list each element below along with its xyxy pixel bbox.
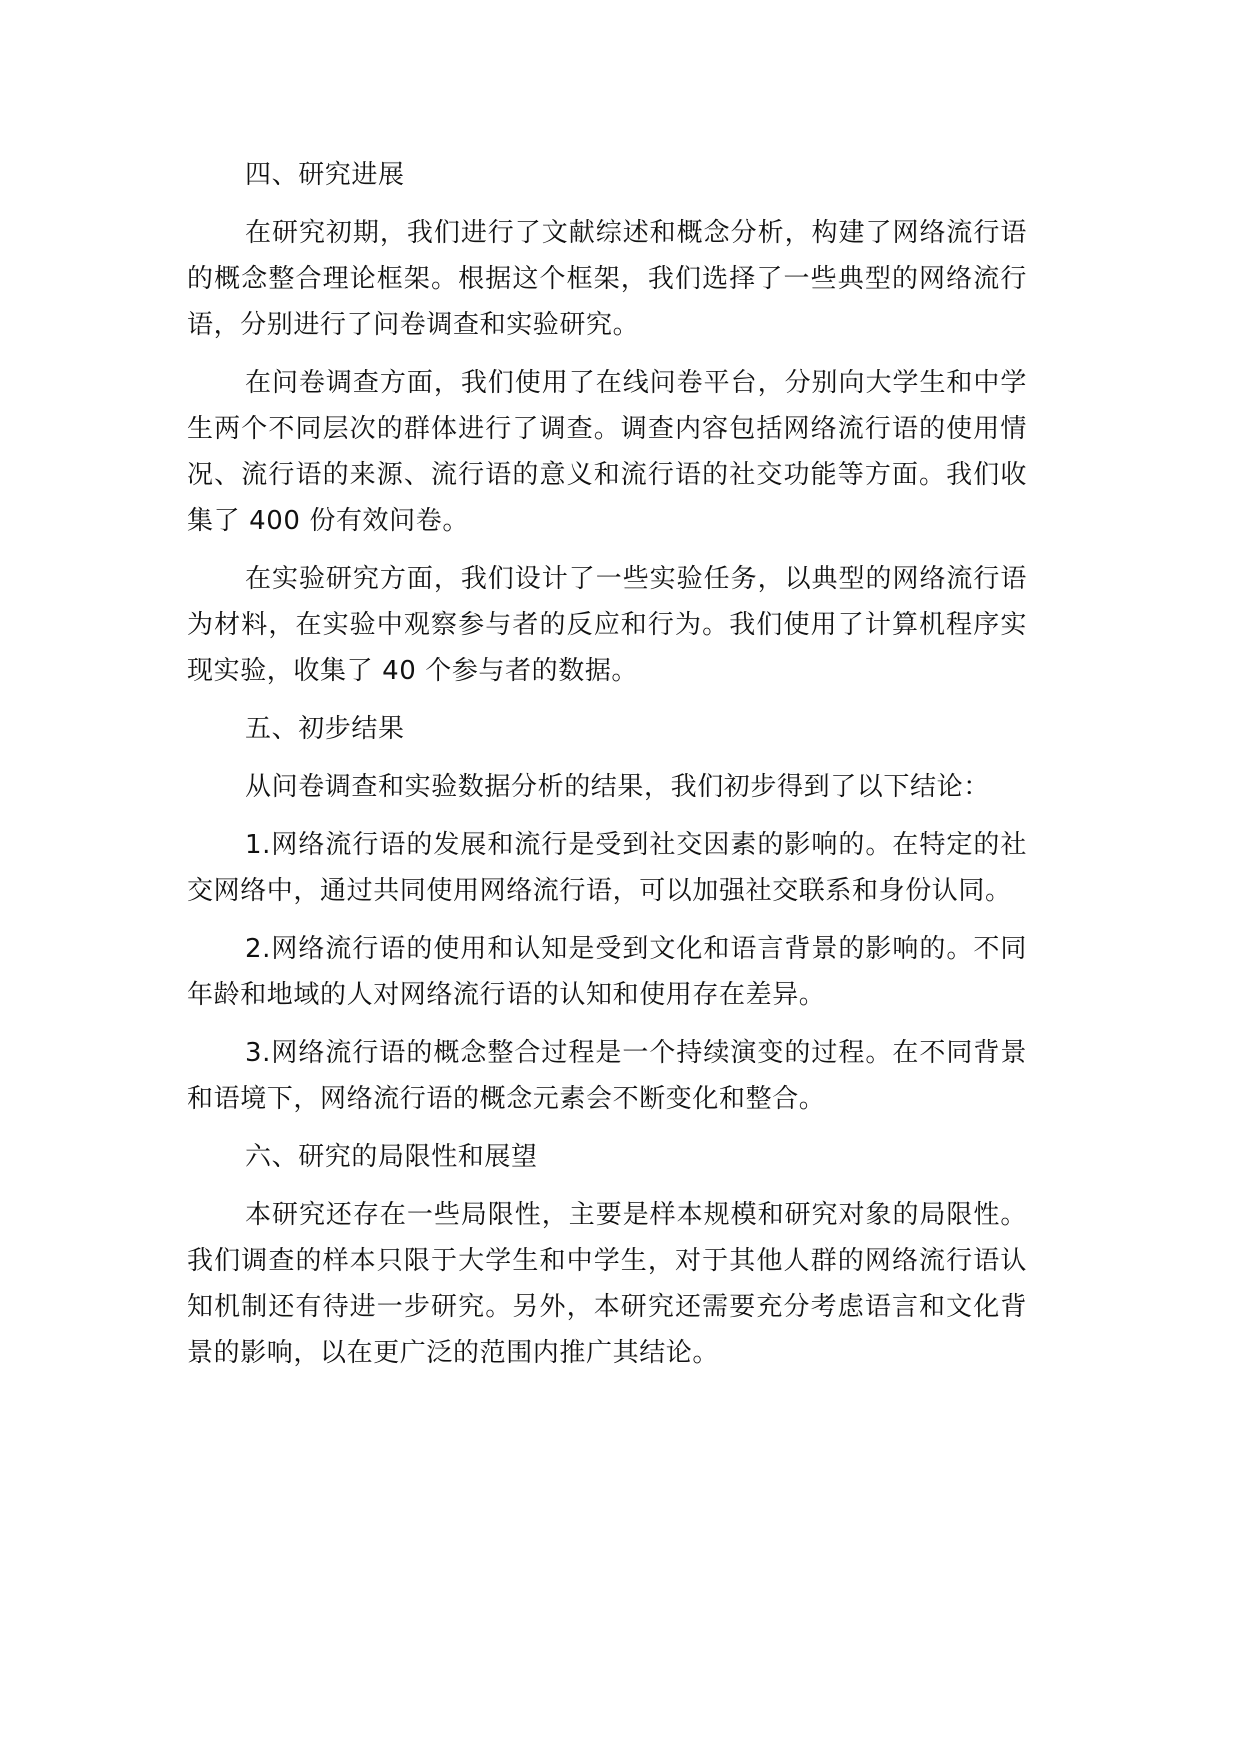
list-item-3: 3.网络流行语的概念整合过程是一个持续演变的过程。在不同背景和语境下，网络流行语的概念元素会不断变化和整合。 — [187, 1038, 1027, 1114]
document-body — [187, 152, 1027, 1388]
paragraph: 本研究还存在一些局限性，主要是样本规模和研究对象的局限性。我们调查的样本只限于大学生和中学生，对于其他人群的网络流行语认知机制还有待进一步研究。另外，本研究还需要充分考虑语言和文化背景的影响，以在更广泛的范围内推广其结论。 — [187, 1200, 1027, 1368]
paragraph: 在实验研究方面，我们设计了一些实验任务，以典型的网络流行语为材料，在实验中观察参与者的反应和行为。我们使用了计算机程序实现实验，收集了 40 个参与者的数据。 — [187, 564, 1027, 686]
section-heading-results: 五、初步结果 — [245, 714, 405, 744]
paragraph: 从问卷调查和实验数据分析的结果，我们初步得到了以下结论： — [245, 772, 990, 802]
paragraph: 在研究初期，我们进行了文献综述和概念分析，构建了网络流行语的概念整合理论框架。根据这个框架，我们选择了一些典型的网络流行语，分别进行了问卷调查和实验研究。 — [187, 218, 1027, 340]
paragraph: 在问卷调查方面，我们使用了在线问卷平台，分别向大学生和中学生两个不同层次的群体进行了调查。调查内容包括网络流行语的使用情况、流行语的来源、流行语的意义和流行语的社交功能等方面。我们收集了 400 份有效问卷。 — [187, 368, 1027, 536]
section-heading-limitations: 六、研究的局限性和展望 — [245, 1142, 538, 1172]
list-item-2: 2.网络流行语的使用和认知是受到文化和语言背景的影响的。不同年龄和地域的人对网络流行语的认知和使用存在差异。 — [187, 934, 1027, 1010]
section-heading-progress: 四、研究进展 — [245, 160, 405, 190]
list-item-1: 1.网络流行语的发展和流行是受到社交因素的影响的。在特定的社交网络中，通过共同使用网络流行语，可以加强社交联系和身份认同。 — [187, 830, 1027, 906]
